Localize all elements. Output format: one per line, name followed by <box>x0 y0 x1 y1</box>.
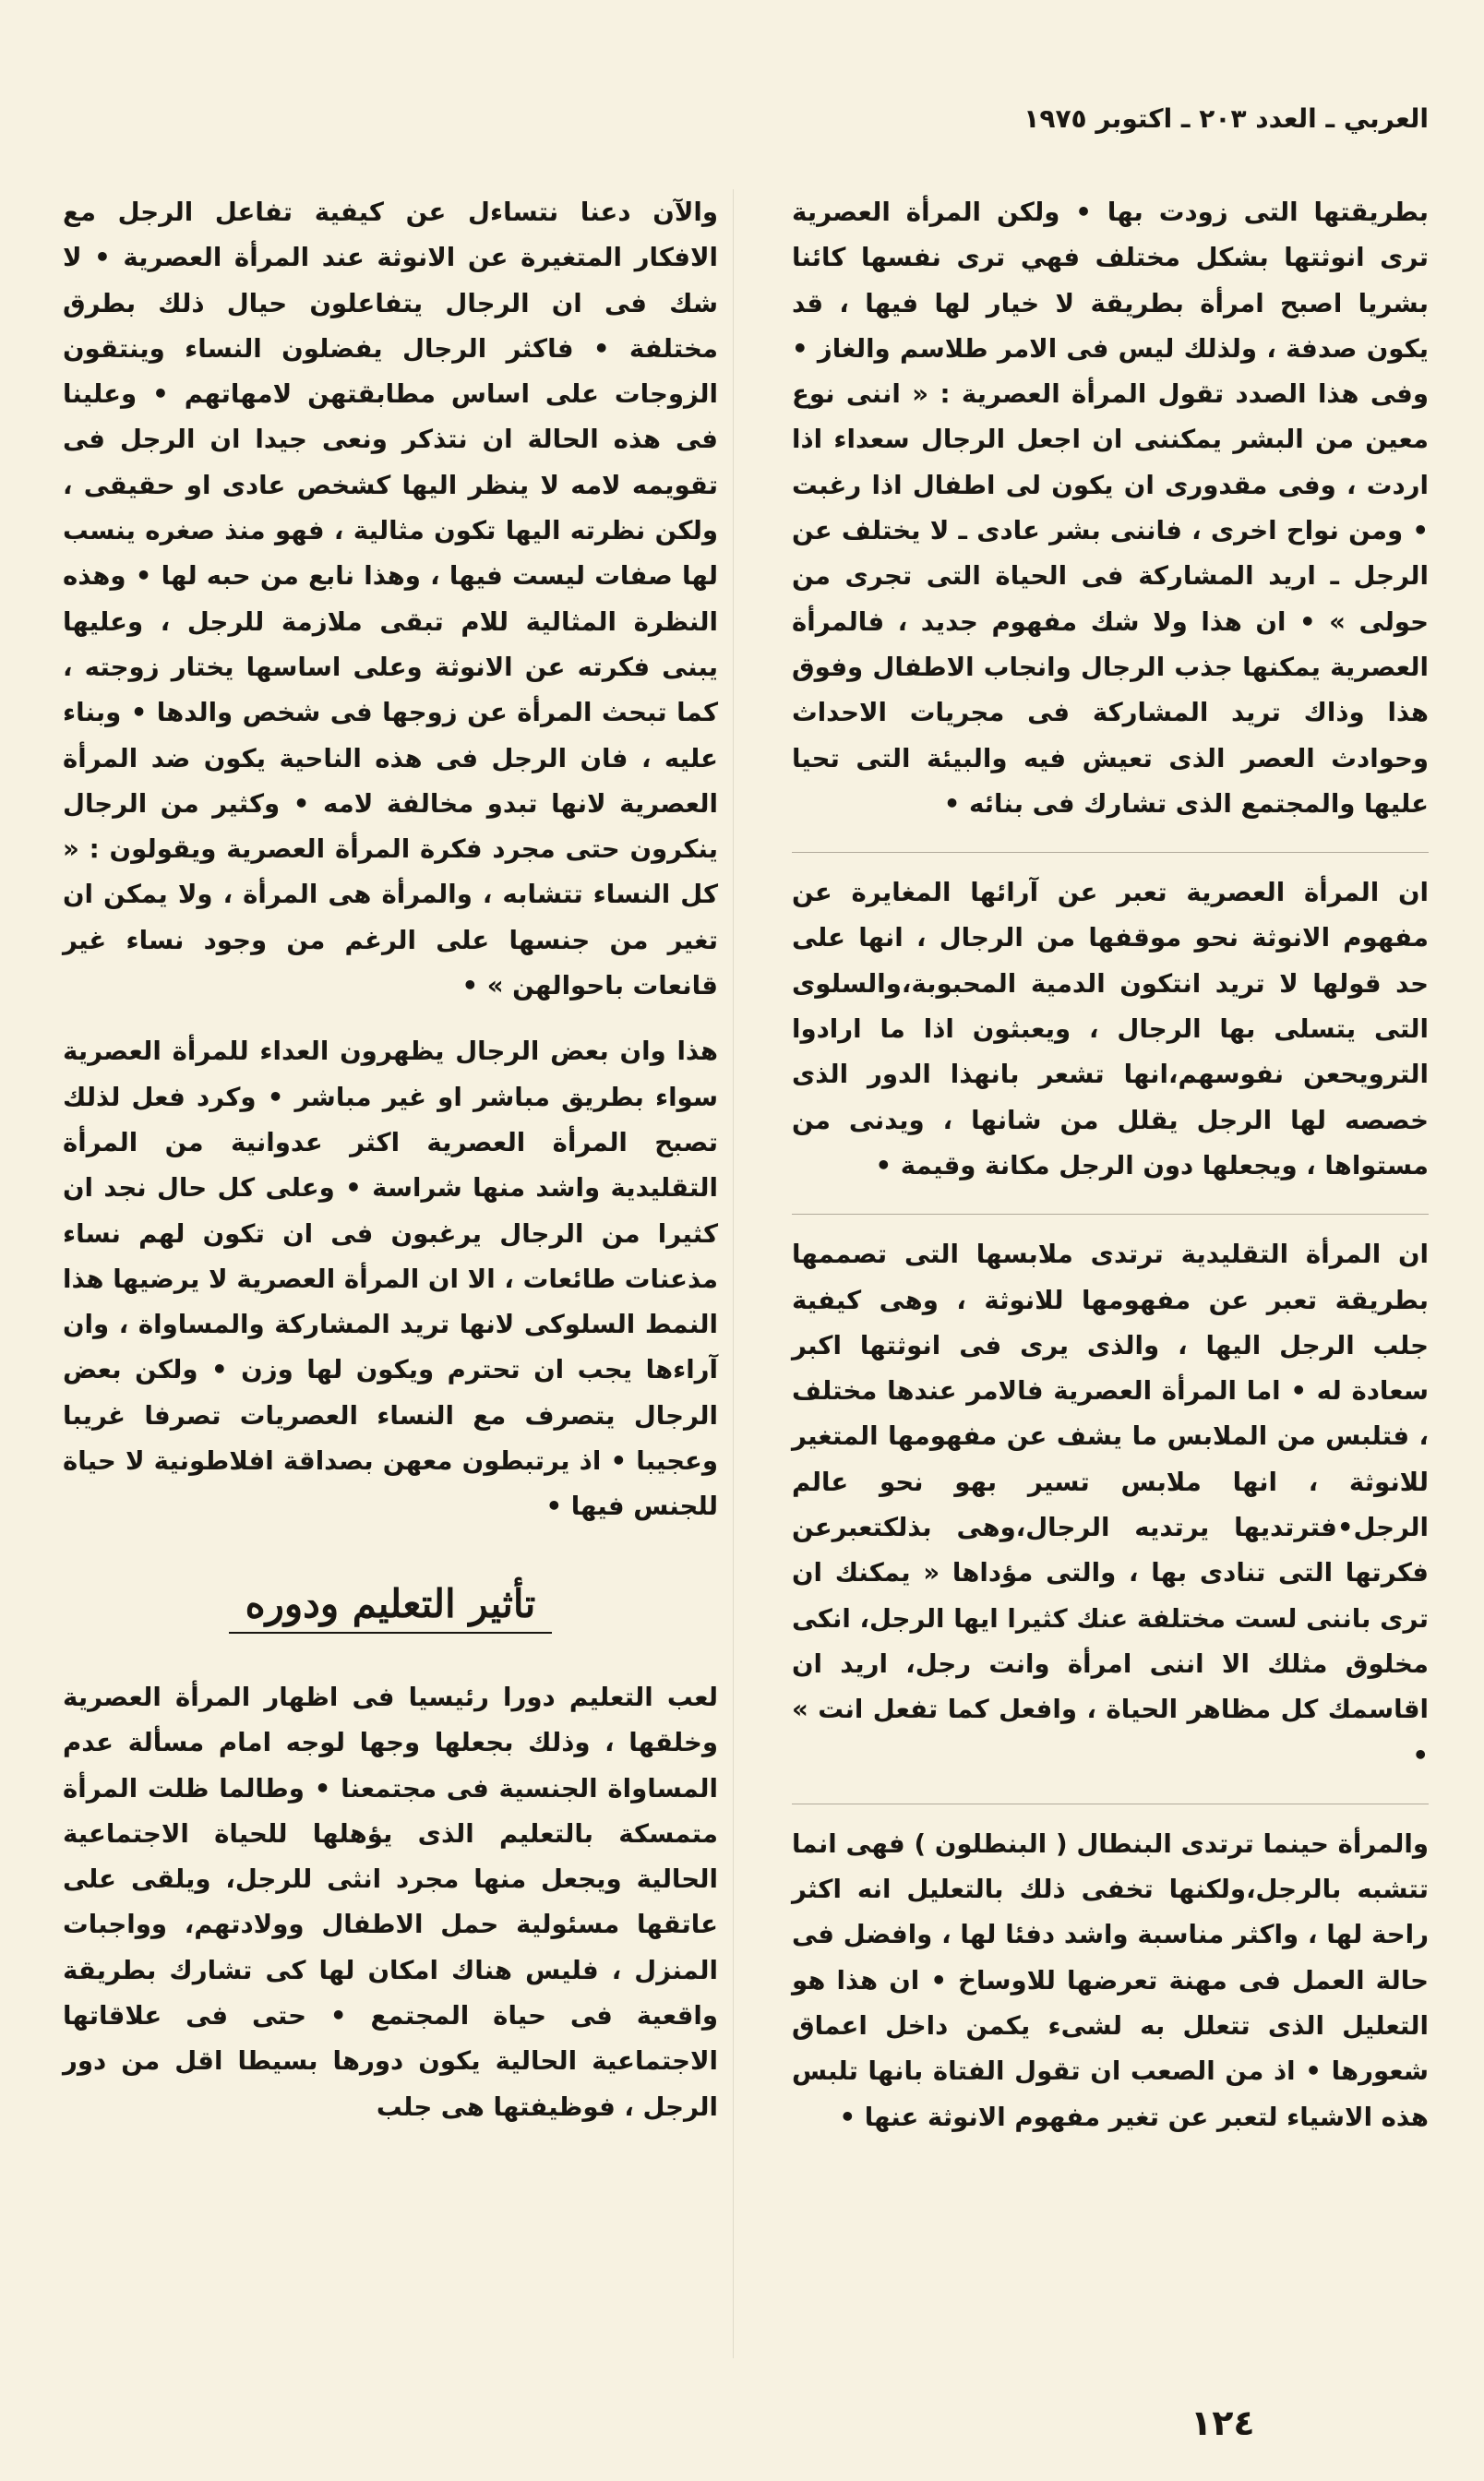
article-paragraph: هذا وان بعض الرجال يظهرون العداء للمرأة العصرية سواء بطريق مباشر او غير مباشر • وكرد فعل لذلك تصبح المرأة العصرية اكثر عدوانية من المرأة التقليدية واشد منها شراسة • وعلى كل حال نجد ان كثيرا من الرجال يرغبون فى ان تكون لهم نساء مذعنات طائعات ، الا ان المرأة العصرية لا يرضيها هذا النمط السلوكى لانها تريد المشاركة والمساواة ، وان آراءها يجب ان تحترم ويكون لها وزن • ولكن بعض الرجال يتصرف مع النساء العصريات تصرفا غريبا وعجيبا • اذ يرتبطون معهن بصداقة افلاطونية لا حياة للجنس فيها • <box>63 1036 718 1522</box>
section-heading-text: تأثير التعليم ودوره <box>229 1581 553 1634</box>
page-number: ١٢٤ <box>1191 2403 1255 2443</box>
article-paragraph: بطريقتها التى زودت بها • ولكن المرأة العصرية ترى انوثتها بشكل مختلف فهي ترى نفسها كائنا بشريا اصبح امرأة بطريقة لا خيار لها فيها ، قد يكون صدفة ، ولذلك ليس فى الامر طلاسم والغاز • وفى هذا الصدد تقول المرأة العصرية : « اننى نوع معين من البشر يمكننى ان اجعل الرجال سعداء اذا اردت ، وفى مقدورى ان يكون لى اطفال اذا رغبت • ومن نواح اخرى ، فاننى بشر عادى ـ لا يختلف عن الرجل ـ اريد المشاركة فى الحياة التى تجرى من حولى » • ان هذا ولا شك مفهوم جديد ، فالمرأة العصرية يمكنها جذب الرجال وانجاب الاطفال وفوق هذا وذاك تريد المشاركة فى مجريات الاحداث وحوادث العصر الذى تعيش فيه والبيئة التى تحيا عليها والمجتمع الذى تشارك فى بنائه • <box>792 197 1429 819</box>
article-paragraph: ان المرأة التقليدية ترتدى ملابسها التى تصممها بطريقة تعبر عن مفهومها للانوثة ، وهى كيفية جلب الرجل اليها ، والذى يرى فى انوثتها اكبر سعادة له • اما المرأة العصرية فالامر عندها مختلف ، فتلبس من الملابس ما يشف عن مفهومها المتغير للانوثة ، انها ملابس تسير بهو نحو عالم الرجل•فترتديها يرتديه الرجال،وهى بذلكتعبرعن فكرتها التى تنادى بها ، والتى مؤداها « يمكنك ان ترى باننى لست مختلفة عنك كثيرا ايها الرجل، انكى مخلوق مثلك الا اننى امرأة وانت رجل، اريد ان اقاسمك كل مظاهر الحياة ، وافعل كما تفعل انت » • <box>792 1214 1429 1778</box>
article-paragraph: لعب التعليم دورا رئيسيا فى اظهار المرأة العصرية وخلقها ، وذلك بجعلها وجها لوجه امام مسألة عدم المساواة الجنسية فى مجتمعنا • وطالما ظلت المرأة متمسكة بالتعليم الذى يؤهلها للحياة الاجتماعية الحالية ويجعل منها مجرد انثى للرجل، ويلقى على عاتقها مسئولية حمل الاطفال وولادتهم، وواجبات المنزل ، فليس هناك امكان لها كى تشارك بطريقة واقعية فى حياة المجتمع • حتى فى علاقاتها الاجتماعية الحالية يكون دورها بسيطا اقل من دور الرجل ، فوظيفتها هى جلب <box>63 1681 718 2122</box>
column-gutter <box>733 189 734 2358</box>
article-paragraph: والمرأة حينما ترتدى البنطال ( البنطلون ) فهى انما تتشبه بالرجل،ولكنها تخفى ذلك بالتعليل انه اكثر راحة لها ، واكثر مناسبة واشد دفئا لها ، وافضل فى حالة العمل فى مهنة تعرضها للاوساخ • ان هذا هو التعليل الذى تتعلل به لشىء يكمن داخل اعماق شعورها • اذ من الصعب ان تقول الفتاة بانها تلبس هذه الاشياء لتعبر عن تغير مفهوم الانوثة عنها • <box>792 1804 1429 2139</box>
running-head: العربي ـ العدد ٢٠٣ ـ اكتوبر ١٩٧٥ <box>1023 103 1429 134</box>
article-paragraph: ان المرأة العصرية تعبر عن آرائها المغايرة عن مفهوم الانوثة نحو موقفها من الرجال ، انها على حد قولها لا تريد انتكون الدمية المحبوبة،والسلوى التى يتسلى بها الرجال ، ويعبثون اذا ما ارادوا الترويحعن نفوسهم،انها تشعر بانهذا الدور الذى خصصه لها الرجل يقلل من شانها ، ويدنى من مستواها ، ويجعلها دون الرجل مكانة وقيمة • <box>792 852 1429 1188</box>
left-column <box>63 189 718 2129</box>
section-heading <box>63 1581 718 1634</box>
article-paragraph: والآن دعنا نتساءل عن كيفية تفاعل الرجل مع الافكار المتغيرة عن الانوثة عند المرأة العصرية • لا شك فى ان الرجال يتفاعلون حيال ذلك بطرق مختلفة • فاكثر الرجال يفضلون النساء وينتقون الزوجات على اساس مطابقتهن لامهاتهم • وعلينا فى هذه الحالة ان نتذكر ونعى جيدا ان الرجل فى تقويمه لامه لا ينظر اليها كشخص عادى او حقيقى ، ولكن نظرته اليها تكون مثالية ، فهو منذ صغره ينسب لها صفات ليست فيها ، وهذا نابع من حبه لها • وهذه النظرة المثالية للام تبقى ملازمة للرجل ، وعليها يبنى فكرته عن الانوثة وعلى اساسها يختار زوجته ، كما تبحث المرأة عن زوجها فى شخص والدها • وبناء عليه ، فان الرجل فى هذه الناحية يكون ضد المرأة العصرية لانها تبدو مخالفة لامه • وكثير من الرجال ينكرون حتى مجرد فكرة المرأة العصرية ويقولون : « كل النساء تتشابه ، والمرأة هى المرأة ، ولا يمكن ان تغير من جنسها على الرغم من وجود نساء غير قانعات باحوالهن » • <box>63 197 718 1001</box>
right-column <box>792 189 1429 2139</box>
